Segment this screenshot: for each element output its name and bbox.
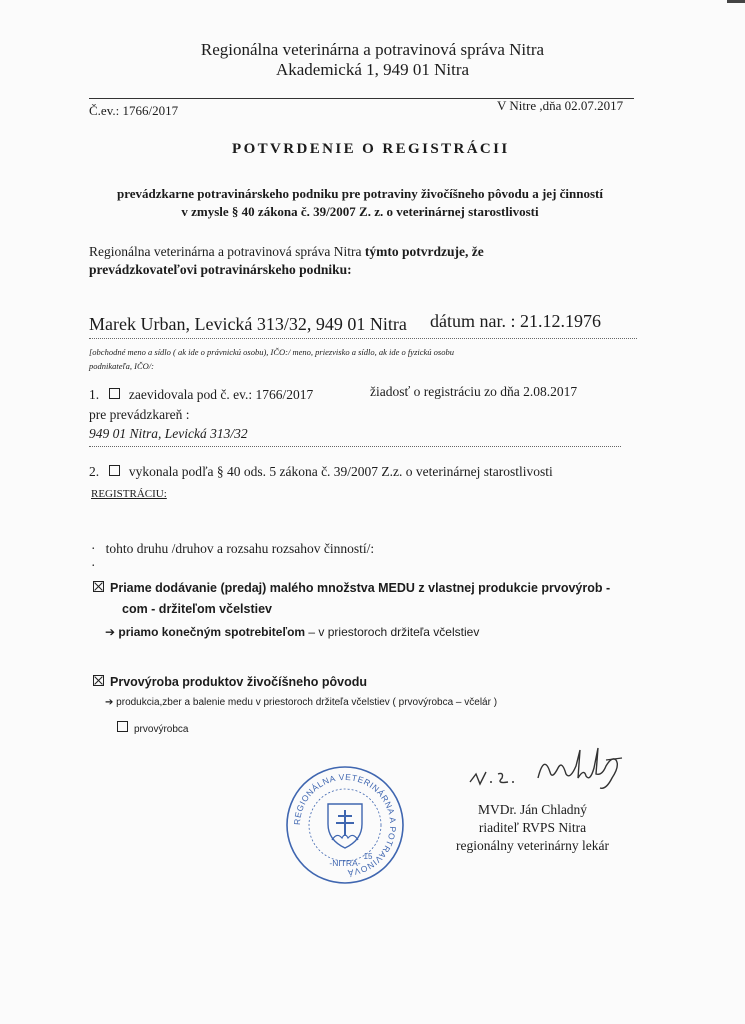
svg-text:REGIONÁLNA VETERINÁRNA A POTRA: REGIONÁLNA VETERINÁRNA A POTRAVINOVÁ bbox=[291, 771, 399, 879]
svg-text:15: 15 bbox=[363, 852, 373, 861]
intro-confirm: týmto potvrdzuje, že bbox=[364, 244, 484, 259]
operator-note-line-1: [obchodné meno a sídlo ( ak ide o právnickú osobu), IČO:/ meno, priezvisko a sídlo, ak ide o fyzickú osobu bbox=[89, 347, 454, 357]
activity-1-checkbox[interactable] bbox=[93, 581, 104, 592]
activity-2-sub bbox=[105, 697, 497, 708]
item-1-dotted-line bbox=[89, 446, 621, 447]
signatory-role: riaditeľ RVPS Nitra bbox=[478, 820, 587, 835]
activity-2-title: Prvovýroba produktov živočíšneho pôvodu bbox=[110, 675, 367, 689]
intro-text: Regionálna veterinárna a potravinová správa Nitra bbox=[89, 244, 365, 259]
scope-bullet-2: · bbox=[91, 558, 96, 573]
svg-text:-NITRA-: -NITRA- bbox=[329, 858, 361, 868]
reference-number: Č.ev.: 1766/2017 bbox=[89, 103, 179, 118]
activity-1-line-1 bbox=[93, 581, 610, 595]
item-1-number: 1. bbox=[89, 387, 100, 402]
operator-dotted-line bbox=[89, 338, 637, 339]
stamp-seal-image bbox=[282, 762, 408, 888]
scope-line bbox=[91, 541, 374, 557]
item-1-line bbox=[89, 387, 313, 403]
item-2-number: 2. bbox=[89, 464, 100, 479]
operator-birth-date: dátum nar. : 21.12.1976 bbox=[430, 311, 601, 331]
intro-line-2: prevádzkovateľovi potravinárskeho podniku: bbox=[89, 262, 352, 277]
document-title: POTVRDENIE O REGISTRÁCII bbox=[232, 141, 510, 157]
item-1-for-label: pre prevádzkareň : bbox=[89, 407, 190, 422]
item-1-text: zaevidovala pod č. ev.: 1766/2017 bbox=[128, 387, 314, 402]
activity-1-line-2: com - držiteľom včelstiev bbox=[122, 602, 273, 616]
scan-edge-mark bbox=[727, 0, 745, 3]
scope-bullet: · bbox=[91, 541, 96, 556]
subtitle-line-2: v zmysle § 40 zákona č. 39/2007 Z. z. o veterinárnej starostlivosti bbox=[181, 204, 539, 219]
activity-2-checkbox-line bbox=[117, 721, 188, 735]
arrow-right-icon: ➔ bbox=[105, 697, 114, 708]
item-2-checkbox[interactable] bbox=[109, 465, 120, 476]
signature-image bbox=[466, 738, 636, 798]
operator-name-address: Marek Urban, Levická 313/32, 949 01 Nitra bbox=[89, 314, 407, 334]
activity-2-checkbox[interactable] bbox=[93, 675, 104, 686]
scope-text: tohto druhu /druhov a rozsahu rozsahov činností/: bbox=[105, 541, 375, 556]
intro-line-1 bbox=[89, 244, 484, 260]
place-date: V Nitre ,dňa 02.07.2017 bbox=[497, 98, 624, 113]
operator-note-line-2: podnikateľa, IČO/: bbox=[89, 361, 154, 371]
activity-2-title-line bbox=[93, 675, 367, 689]
registration-label: REGISTRÁCIU: bbox=[91, 488, 167, 500]
activity-2-sub-text: produkcia,zber a balenie medu v priestoroch držiteľa včelstiev ( prvovýrobca – včelár ) bbox=[116, 697, 498, 708]
item-2-line bbox=[89, 464, 553, 480]
item-2-text: vykonala podľa § 40 ods. 5 zákona č. 39/2007 Z.z. o veterinárnej starostlivosti bbox=[128, 464, 553, 479]
item-1-checkbox[interactable] bbox=[109, 388, 120, 399]
official-stamp bbox=[282, 762, 408, 888]
org-name: Regionálna veterinárna a potravinová správa Nitra bbox=[200, 40, 545, 59]
primary-producer-label: prvovýrobca bbox=[134, 724, 189, 735]
activity-1-sub bbox=[105, 625, 479, 639]
signatory-name: MVDr. Ján Chladný bbox=[477, 802, 588, 817]
item-1-request: žiadosť o registráciu zo dňa 2.08.2017 bbox=[370, 384, 578, 399]
activity-1-sub-bold: priamo konečným spotrebiteľom bbox=[118, 625, 306, 639]
subtitle-line-1: prevádzkarne potravinárskeho podniku pre potraviny živočíšneho pôvodu a jej činností bbox=[117, 186, 603, 201]
handwritten-signature bbox=[466, 738, 636, 798]
activity-1-sub-rest: – v priestoroch držiteľa včelstiev bbox=[305, 625, 480, 639]
item-1-establishment: 949 01 Nitra, Levická 313/32 bbox=[89, 426, 248, 441]
primary-producer-checkbox[interactable] bbox=[117, 721, 128, 732]
org-address: Akademická 1, 949 01 Nitra bbox=[275, 60, 470, 79]
arrow-right-icon: ➔ bbox=[105, 625, 116, 639]
activity-1-text: Priame dodávanie (predaj) malého množstva MEDU z vlastnej produkcie prvovýrob - bbox=[110, 581, 611, 595]
signatory-role-2: regionálny veterinárny lekár bbox=[456, 838, 609, 853]
